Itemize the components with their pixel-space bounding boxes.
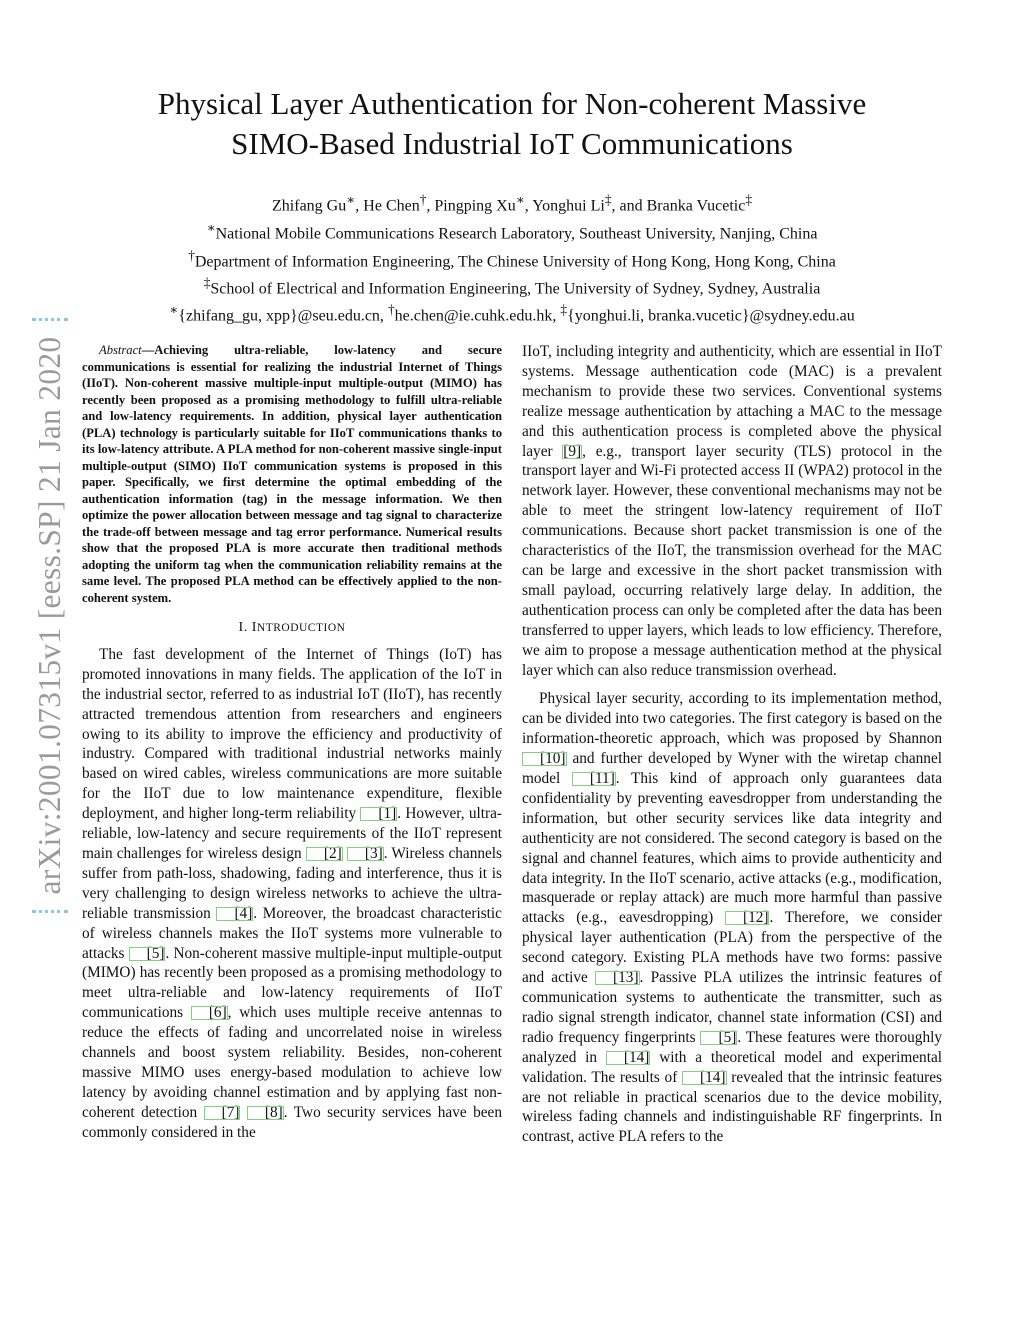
abstract-label: Abstract	[99, 343, 142, 357]
email-text: {yonghui.li, branka.vucetic}@sydney.edu.au	[567, 307, 855, 325]
paper-title	[0, 84, 1024, 164]
paragraph-text: . These features were thoroughly analyzed in	[522, 1028, 942, 1066]
email-mark: ‡	[560, 302, 568, 318]
email-text: {zhifang_gu, xpp}@seu.edu.cn,	[178, 307, 388, 325]
left-column	[82, 342, 502, 1143]
citation-link[interactable]: [5]	[700, 1031, 737, 1045]
citation-link[interactable]: [6]	[191, 1006, 228, 1020]
paragraph-text: , which uses multiple receive antennas to reduce the effects of fading and uncorrelated noise in wireless channels and boost system reliability. Besides, non-coherent massive MIMO uses energy-based modulation to achieve low latency by avoiding channel estimation and by applying fast non-coherent detection	[82, 1004, 503, 1121]
citation-link[interactable]: [2]	[306, 847, 343, 861]
paragraph-text: with a theoretical model and experimental validation. The results of	[522, 1048, 942, 1086]
citation-link[interactable]: [4]	[216, 907, 253, 921]
paragraph-text: IIoT, including integrity and authenticity, which are essential in IIoT systems. Message authentication code (MAC) is a prevalent mechanism to provide these two services. Conventional systems realize message authentication by attaching a MAC to the message and this authentication process is completed above the physical layer	[522, 343, 942, 460]
citation-link[interactable]: [10]	[522, 752, 567, 766]
paragraph-text: . Moreover, the broadcast characteristic of wireless channels makes the IIoT systems more vulnerable to attacks	[82, 904, 502, 962]
author-mark: ‡	[745, 192, 752, 207]
paragraph-text: , e.g., transport layer security (TLS) protocol in the transport layer and Wi-Fi protected access II (WPA2) protocol in the network layer. However, these conventional mechanisms may not be able to meet the stringent low-latency requirement of IIoT communications. Because short packet transmission is one of the characteristics of the IIoT, the transmission overhead for the MAC can be large and excessive in the short packet transmission with small payload, occurring relatively large delay. In addition, the authentication process can only be completed after the data has been transferred to upper layers, which leads to low efficiency. Therefore, we aim to propose a message authentication method at the physical layer which can also reduce transmission overhead.	[522, 442, 942, 679]
section-heading-introduction	[82, 618, 502, 639]
paragraph-text: . However, ultra-reliable, low-latency and secure requirements of the IIoT represent main challenges for wireless design	[82, 805, 503, 862]
paper-title-line-2: SIMO-Based Industrial IoT Communications	[231, 126, 793, 161]
citation-link[interactable]: [1]	[360, 807, 397, 821]
citation-link[interactable]: [7]	[204, 1106, 241, 1120]
author-name: Yonghui Li	[532, 197, 605, 215]
email-mark: †	[387, 302, 395, 318]
paragraph-text: The fast development of the Internet of Things (IoT) has promoted innovations in many fields. The application of the IoT in the industrial sector, referred to as industrial IoT (IIoT), has recently attracted tremendous attention from researchers and engineers owing to its ability to improve the efficiency and productivity of industry. Compared with traditional industrial networks mainly based on wired cables, wireless communications are more suitable for the IIoT due to low maintenance expenditure, flexible deployment, and higher long-term reliability	[82, 645, 502, 823]
email-mark: ∗	[169, 302, 179, 318]
author-name: and Branka Vucetic	[619, 197, 746, 215]
right-paragraph-2	[522, 689, 942, 1147]
citation-link[interactable]: [11]	[572, 772, 616, 786]
paragraph-text: . Wireless channels suffer from path-loss, shadowing, fading and interference, thus it is very challenging to design wireless networks to achieve the ultra-reliable transmission	[82, 844, 502, 922]
author-mark: ∗	[346, 192, 356, 207]
citation-link[interactable]: [14]	[682, 1071, 727, 1085]
email-text: he.chen@ie.cuhk.edu.hk,	[394, 307, 561, 325]
author-list: Zhifang Gu∗, He Chen†, Pingping Xu∗, Yonghui Li‡, and Branka Vucetic‡	[272, 192, 752, 215]
paragraph-text: . Two security services have been commonly considered in the	[82, 1103, 502, 1141]
intro-paragraph-1	[82, 645, 502, 1143]
citation-link[interactable]: [3]	[347, 847, 384, 861]
paragraph-text: . This kind of approach only guarantees data confidentiality by preventing eavesdropper from understanding the information, but other security services like data integrity and authenticity are not considered. The second category is based on the signal and channel features, which aims to provide authenticity and data integrity. In the IIoT scenario, active attacks (e.g., modification, masquerade or replay attack) are much more harmful than passive attacks (e.g., eavesdropping)	[522, 770, 942, 927]
affiliation-1	[0, 217, 1024, 244]
affiliation-3	[0, 272, 1024, 299]
paper-title-line-1: Physical Layer Authentication for Non-coherent Massive	[157, 86, 867, 121]
affiliation-mark: ‡	[203, 274, 211, 290]
paragraph-text: and further developed by Wyner with the wiretap channel model	[522, 750, 942, 788]
affiliation-text: National Mobile Communications Research Laboratory, Southeast University, Nanjing, China	[215, 225, 818, 243]
citation-link[interactable]: [12]	[725, 911, 770, 925]
citation-link[interactable]: [8]	[247, 1106, 284, 1120]
author-block	[0, 189, 1024, 327]
right-paragraph-1	[522, 342, 942, 680]
paragraph-text: . Therefore, we consider physical layer authentication (PLA) from the perspective of the second category. Existing PLA methods have two forms: passive and active	[522, 909, 943, 987]
affiliation-mark: †	[188, 247, 195, 263]
arxiv-stamp[interactable]: arXiv:2001.07315v1 [eess.SP] 21 Jan 2020	[32, 318, 68, 913]
author-mark: †	[419, 192, 427, 207]
abstract-text: —Achieving ultra-reliable, low-latency and secure communications is essential for realizing the industrial Internet of Things (IIoT). Non-coherent massive multiple-input multiple-output (MIMO) has recently been proposed as a promising methodology to fulfill ultra-reliable and low-latency requirements. In addition, physical layer authentication (PLA) technology is particularly suitable for IIoT communications thanks to its low-latency attribute. A PLA method for non-coherent massive single-input multiple-output (SIMO) IIoT communication systems is proposed in this paper. Specifically, we first determine the optimal embedding of the authentication information (tag) in the message information. We then optimize the power allocation between message and tag signal to characterize the trade-off between message and tag error performance. Numerical results show that the proposed PLA is more accurate then traditional methods adopting the uniform tag when the communication reliability remains at the same level. The proposed PLA method can be effectively applied to the non-coherent system.	[82, 343, 502, 605]
citation-link[interactable]: [9]	[563, 442, 582, 460]
author-name: Zhifang Gu	[272, 197, 347, 215]
affiliation-mark: ∗	[206, 220, 216, 236]
affiliation-text: School of Electrical and Information Engineering, The University of Sydney, Sydney, Australia	[210, 280, 821, 298]
section-numeral: I.	[238, 620, 252, 635]
email-line	[0, 299, 1024, 326]
paragraph-text: Physical layer security, according to its implementation method, can be divided into two categories. The first category is based on the information-theoretic approach, which was proposed by Shannon	[522, 690, 942, 748]
paragraph-text: revealed that the intrinsic features are not reliable in practical scenarios due to the device mobility, wireless fading channels and indistinguishable RF fingerprints. In contrast, active PLA refers to the	[522, 1068, 943, 1146]
affiliation-text: Department of Information Engineering, The Chinese University of Hong Kong, Hong Kong, China	[194, 252, 836, 270]
section-title-rest: NTRODUCTION	[256, 622, 346, 634]
citation-link[interactable]: [13]	[595, 971, 640, 985]
paragraph-text: . Passive PLA utilizes the intrinsic features of communication systems to authenticate the transmitter, such as radio signal strength indicator, channel state information (CSI) and radio frequency fingerprints	[522, 969, 942, 1046]
author-name: Pingping Xu	[434, 197, 516, 215]
paragraph-text: . Non-coherent massive multiple-input multiple-output (MIMO) has recently been proposed as a promising methodology to meet ultra-reliable and low-latency requirements of IIoT communications	[82, 944, 503, 1022]
section-first-letter: I	[251, 620, 257, 635]
abstract	[82, 342, 502, 606]
author-name: He Chen	[363, 197, 420, 215]
citation-link[interactable]: [14]	[606, 1051, 651, 1065]
author-mark: ∗	[515, 192, 525, 207]
right-column	[522, 342, 942, 1147]
affiliation-2	[0, 245, 1024, 272]
citation-link[interactable]: [5]	[129, 947, 166, 961]
author-mark: ‡	[604, 192, 612, 207]
